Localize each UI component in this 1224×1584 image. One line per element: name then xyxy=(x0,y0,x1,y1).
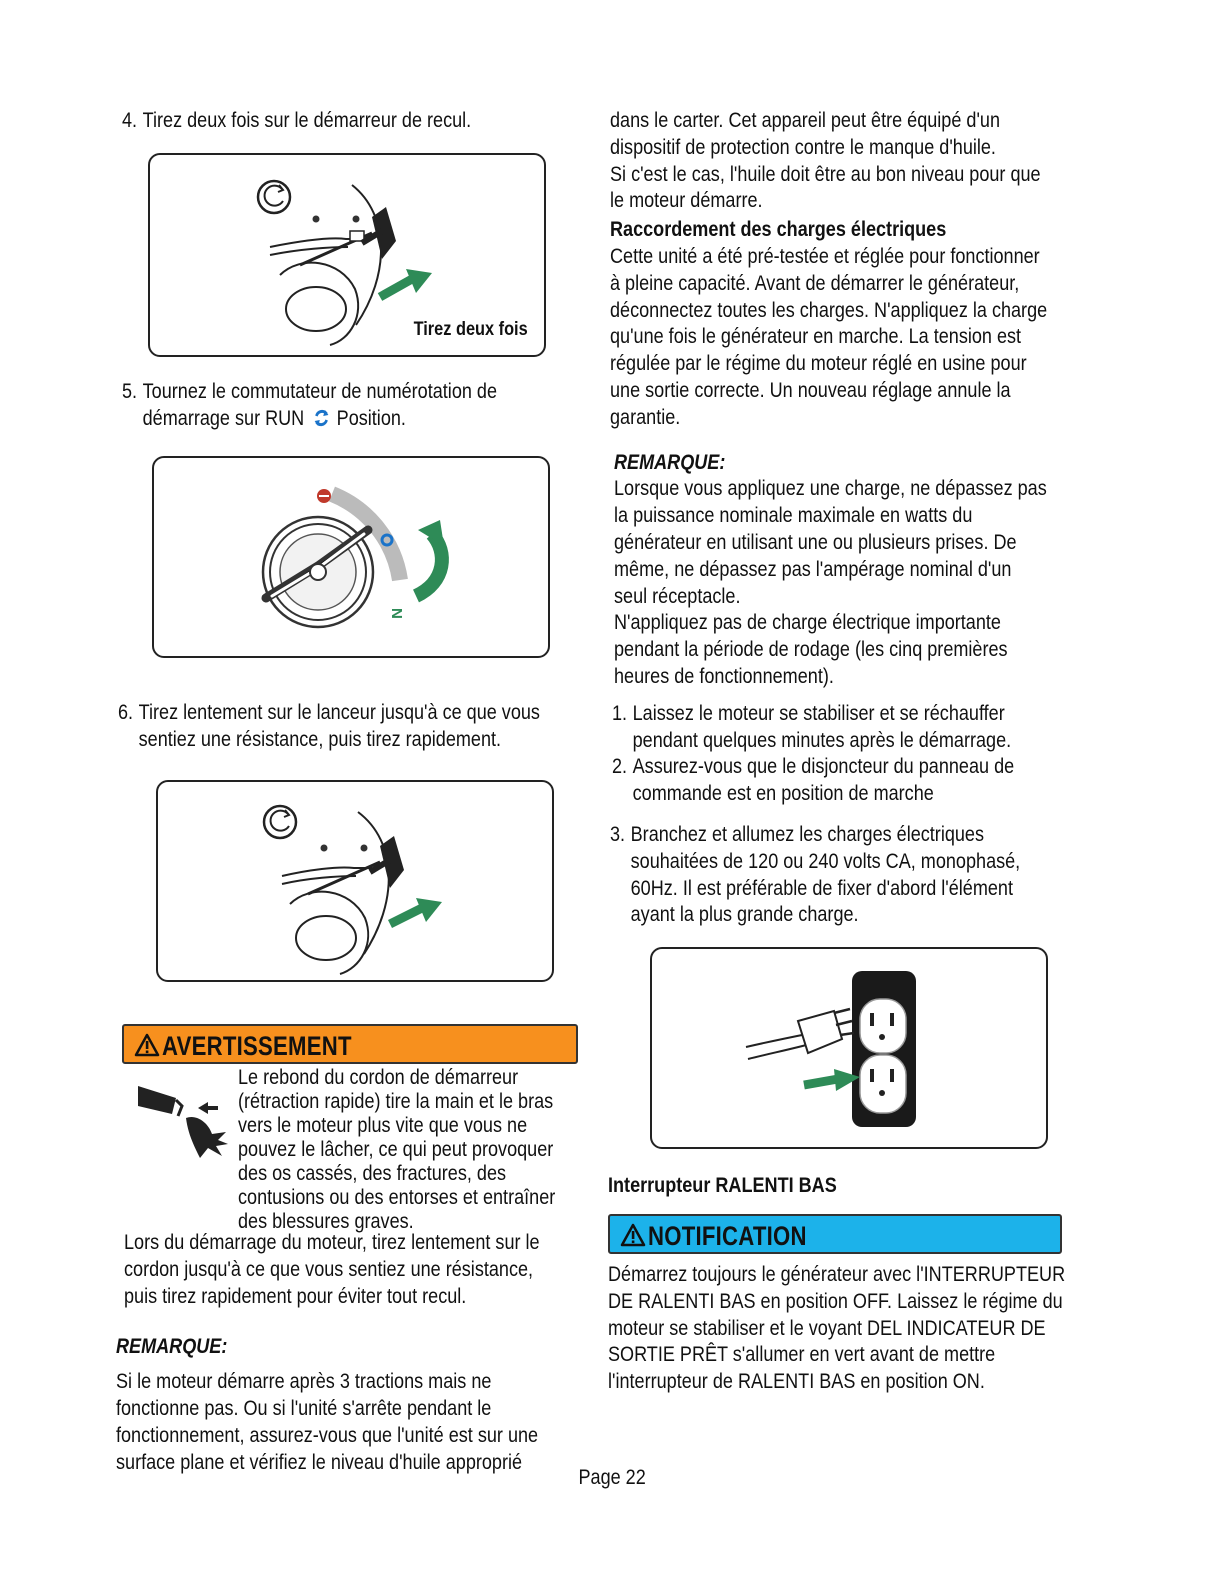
right-step-line: commande est en position de marche xyxy=(632,782,934,806)
left-remark-title: REMARQUE: xyxy=(116,1335,228,1359)
notification-line: moteur se stabiliser et le voyant DEL INDICATEUR DE xyxy=(608,1316,1046,1340)
warning-title: AVERTISSEMENT xyxy=(162,1030,352,1061)
notification-line: DE RALENTI BAS en position OFF. Laissez le régime du xyxy=(608,1289,1063,1313)
plug-outlet-illustration xyxy=(652,949,1046,1147)
section-line: garantie. xyxy=(610,405,681,429)
figure-1-label: Tirez deux fois xyxy=(413,318,528,340)
section-line: à pleine capacité. Avant de démarrer le générateur, xyxy=(610,271,1020,295)
right-step-3 xyxy=(610,822,1019,929)
figure-recoil-pull-twice xyxy=(148,153,546,357)
notification-body xyxy=(608,1262,1066,1396)
section-line: régulée par le régime du moteur réglé en usine pour xyxy=(610,352,1027,376)
warning-line: vers le moteur plus vite que vous ne xyxy=(238,1113,528,1137)
right-remark-line: la puissance nominale maximale en watts du xyxy=(614,504,973,528)
page-number xyxy=(0,1466,1224,1490)
right-step-1-number: 1. xyxy=(612,701,628,725)
warning-line: contusions ou des entorses et entraîner xyxy=(238,1185,556,1209)
right-step-1 xyxy=(612,701,1020,755)
notification-line: l'interrupteur de RALENTI BAS en position ON. xyxy=(608,1370,985,1394)
figure-recoil-slow-pull xyxy=(156,780,554,982)
intro-line: dans le carter. Cet appareil peut être équipé d'un xyxy=(610,109,1000,132)
start-note xyxy=(124,1230,540,1310)
notification-title: NOTIFICATION xyxy=(648,1220,807,1251)
right-step-line: ayant la plus grande charge. xyxy=(630,903,859,927)
warning-banner xyxy=(122,1024,578,1064)
right-remark-line: générateur en utilisant une ou plusieurs prises. De xyxy=(614,530,1017,554)
warning-text xyxy=(238,1066,555,1234)
left-remark-body xyxy=(116,1369,539,1476)
step-5-line-2 xyxy=(143,406,515,433)
step-4-text: Tirez deux fois sur le démarreur de recul. xyxy=(142,109,472,132)
page-number-text: Page 22 xyxy=(578,1466,646,1489)
intro-line: Si c'est le cas, l'huile doit être au bon niveau pour que xyxy=(610,162,1041,186)
right-remark-line: pendant la période de rodage (les cinq premières xyxy=(614,638,1008,662)
right-step-line: souhaitées de 120 ou 240 volts CA, monophasé, xyxy=(630,849,1021,873)
step-5-line-2-post: Position. xyxy=(336,406,406,430)
dial-letter: N xyxy=(388,608,405,620)
recoil-slow-pull-illustration xyxy=(158,782,552,980)
warning-line: (rétraction rapide) tire la main et le bras xyxy=(238,1089,554,1113)
right-step-line: Branchez et allumez les charges électriques xyxy=(630,822,984,846)
start-note-line: Lors du démarrage du moteur, tirez lentement sur le xyxy=(124,1230,540,1254)
right-remark-line: N'appliquez pas de charge électrique importante xyxy=(614,611,1001,635)
intro-line: dispositif de protection contre le manque d'huile. xyxy=(610,135,996,159)
left-column xyxy=(116,108,578,1476)
left-remark-line: Si le moteur démarre après 3 tractions mais ne xyxy=(116,1370,492,1394)
right-intro xyxy=(610,108,1041,215)
step-5-number: 5. xyxy=(122,379,138,403)
step-4-number: 4. xyxy=(122,109,138,132)
start-note-line: cordon jusqu'à ce que vous sentiez une résistance, xyxy=(124,1257,534,1281)
section-title-electrical-loads: Raccordement des charges électriques xyxy=(610,218,947,242)
right-column xyxy=(606,108,1086,1396)
notification-line: SORTIE PRÊT s'allumer en vert avant de mettre xyxy=(608,1343,996,1367)
step-5-line-2-pre: démarrage sur RUN xyxy=(142,406,305,430)
warning-line: pouvez le lâcher, ce qui peut provoquer xyxy=(238,1137,554,1161)
step-5-line-1: Tournez le commutateur de numérotation de xyxy=(142,379,498,403)
left-remark-line: fonctionnement, assurez-vous que l'unité est sur une xyxy=(116,1423,539,1447)
figure-plug-outlet xyxy=(650,947,1048,1149)
intro-line: le moteur démarre. xyxy=(610,189,763,213)
hand-pull-hazard-icon xyxy=(136,1084,240,1164)
section-line: déconnectez toutes les charges. N'appliquez la charge xyxy=(610,298,1048,322)
step-6-line-2: sentiez une résistance, puis tirez rapidement. xyxy=(138,728,502,752)
right-step-line: pendant quelques minutes après le démarrage. xyxy=(632,728,1012,752)
right-step-line: 60Hz. Il est préférable de fixer d'abord l'élément xyxy=(630,876,1013,900)
right-remark-line: heures de fonctionnement). xyxy=(614,664,834,688)
step-6-line-1: Tirez lentement sur le lanceur jusqu'à ce que vous xyxy=(138,701,540,725)
idle-switch-title: Interrupteur RALENTI BAS xyxy=(608,1174,837,1198)
warning-line: Le rebond du cordon de démarreur xyxy=(238,1065,519,1089)
step-5 xyxy=(122,379,514,433)
right-step-line: Laissez le moteur se stabiliser et se réchauffer xyxy=(632,701,1005,725)
left-remark-line: fonctionne pas. Ou si l'unité s'arrête pendant le xyxy=(116,1396,492,1420)
right-step-2-number: 2. xyxy=(612,755,628,779)
right-remark-line: même, ne dépassez pas l'ampérage nominal d'un xyxy=(614,557,1012,581)
section-line: qu'une fois le générateur en marche. La tension est xyxy=(610,325,1022,349)
section-line: Cette unité a été pré-testée et réglée pour fonctionner xyxy=(610,244,1040,268)
start-note-line: puis tirez rapidement pour éviter tout recul. xyxy=(124,1284,467,1308)
notification-line: Démarrez toujours le générateur avec l'INTERRUPTEUR xyxy=(608,1262,1066,1286)
section-line: une sortie correcte. Un nouveau réglage annule la xyxy=(610,378,1011,402)
warning-triangle-icon xyxy=(134,1033,160,1057)
notification-triangle-icon xyxy=(620,1223,646,1247)
step-6 xyxy=(118,700,540,754)
run-position-icon xyxy=(313,408,330,428)
right-remark-line: seul réceptacle. xyxy=(614,584,741,608)
left-remark-line: surface plane et vérifiez le niveau d'huile approprié xyxy=(116,1450,523,1474)
right-remark-line: Lorsque vous appliquez une charge, ne dépassez pas xyxy=(614,477,1047,501)
run-dial-illustration xyxy=(154,458,548,656)
warning-body xyxy=(116,1064,578,1233)
step-4 xyxy=(122,108,514,135)
right-remark-body xyxy=(614,476,1047,690)
warning-line: des os cassés, des fractures, des xyxy=(238,1161,507,1185)
right-step-line: Assurez-vous que le disjoncteur du panneau de xyxy=(632,755,1015,779)
right-step-3-number: 3. xyxy=(610,822,626,846)
figure-run-dial xyxy=(152,456,550,658)
section-electrical-loads-body xyxy=(610,244,1048,432)
right-step-2 xyxy=(612,754,1020,808)
notification-banner xyxy=(608,1214,1062,1254)
step-6-number: 6. xyxy=(118,701,134,725)
right-remark-title: REMARQUE: xyxy=(614,450,726,474)
warning-line: des blessures graves. xyxy=(238,1209,414,1233)
